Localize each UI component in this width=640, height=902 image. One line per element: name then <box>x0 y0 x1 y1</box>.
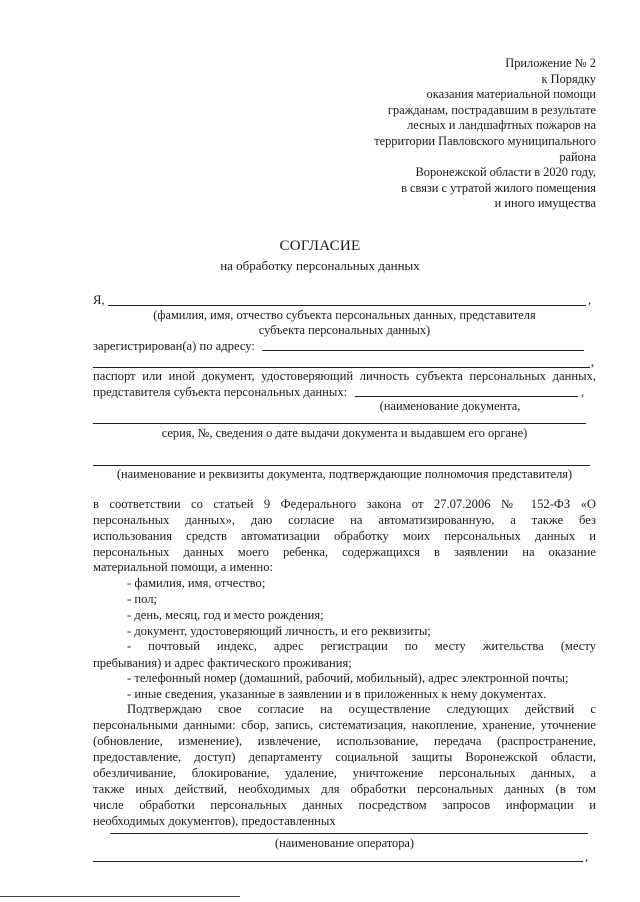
fio-caption: субъекта персональных данных) <box>258 323 431 337</box>
data-list-item: - почтовый индекс, адрес регистрации по месту жительства (месту <box>127 639 596 653</box>
consent-text-line: числе обработки персональных данных посредством запросов информации и <box>93 798 596 812</box>
address-label: зарегистрирован(а) по адресу: <box>93 339 255 353</box>
appendix-header <box>336 56 596 212</box>
consent-text-line: необходимых документов), предоставленных <box>93 814 336 828</box>
i-label: Я, <box>93 293 105 307</box>
consent-text-line: материальной помощи, а именно: <box>93 560 274 574</box>
data-list-item: - документ, удостоверяющий личность, и его реквизиты; <box>127 624 431 638</box>
header-line: Приложение № 2 <box>505 56 596 70</box>
consent-text-line: обезличивание, блокирование, удаление, уничтожение персональных данных, а <box>93 766 596 780</box>
document-caption: серия, №, сведения о дате выдачи документа и выдавшем его органе) <box>161 426 528 440</box>
operator-field-line-2[interactable] <box>93 861 583 862</box>
operator-field-line[interactable] <box>110 833 588 834</box>
operator-caption: (наименование оператора) <box>274 836 415 850</box>
data-list-item: пребывания) и адрес фактического проживания; <box>93 656 352 670</box>
consent-text-line: в соответствии со статьей 9 Федерального закона от 27.07.2006 № 152-ФЗ «О <box>93 497 596 511</box>
fio-field-line[interactable] <box>108 305 586 306</box>
consent-text-line: персональными данными: сбор, запись, систематизация, накопление, хранение, уточнение <box>93 718 596 732</box>
header-line: Воронежской области в 2020 году, <box>415 165 596 180</box>
fio-caption: (фамилия, имя, отчество субъекта персональных данных, представителя <box>153 308 536 322</box>
header-line: к Порядку <box>541 71 596 86</box>
address-field-line[interactable] <box>262 350 584 351</box>
consent-text-line: персональных данных моего ребенка, содержащихся в заявлении на оказание <box>93 545 596 559</box>
authority-caption: (наименование и реквизиты документа, подтверждающие полномочия представителя) <box>116 467 573 481</box>
comma: , <box>585 850 589 864</box>
passport-label: представителя субъекта персональных данных: <box>93 385 348 399</box>
consent-text-line: Подтверждаю свое согласие на осуществление следующих действий с <box>127 702 596 716</box>
data-list-item: - телефонный номер (домашний, рабочий, мобильный), адрес электронной почты; <box>127 671 569 685</box>
data-list-item: - фамилия, имя, отчество; <box>127 576 266 590</box>
consent-text-line: использования средств автоматизации обработку моих персональных данных и <box>93 529 596 543</box>
header-line: гражданам, пострадавшим в результате <box>387 102 596 117</box>
document-subtitle: на обработку персональных данных <box>220 258 420 273</box>
document-title: СОГЛАСИЕ <box>279 238 361 254</box>
consent-text-line: (обновление, изменение), извлечение, использование, передача (распространение, <box>93 734 596 748</box>
consent-text-line: также иных действий, необходимых для обработки персональных данных (в том <box>93 782 596 796</box>
header-line: в связи с утратой жилого помещения <box>401 180 596 195</box>
data-list-item: - пол; <box>127 592 157 606</box>
header-line: оказания материальной помощи <box>426 87 596 102</box>
comma: , <box>591 355 595 369</box>
consent-text-line: предоставление, доступ) департаменту социальной защиты Воронежской области, <box>93 750 596 764</box>
address-field-line-2[interactable] <box>93 367 590 368</box>
header-line: и иного имущества <box>494 196 596 211</box>
header-line: территории Павловского муниципального <box>374 133 596 148</box>
document-caption: (наименование документа, <box>379 399 521 413</box>
consent-text-line: персональных данных», даю согласие на автоматизированную, а также без <box>93 513 596 527</box>
data-list-item: - день, месяц, год и место рождения; <box>127 608 324 622</box>
page-bottom-rule <box>0 896 240 897</box>
document-details-line[interactable] <box>93 423 586 424</box>
comma: , <box>581 385 585 399</box>
authority-field-line[interactable] <box>93 465 590 466</box>
header-line: лесных и ландшафтных пожаров на <box>407 118 596 133</box>
comma: , <box>588 293 592 307</box>
header-line: района <box>559 149 596 164</box>
data-list-item: - иные сведения, указанные в заявлении и в приложенных к нему документах. <box>127 687 547 701</box>
document-field-line[interactable] <box>355 396 578 397</box>
passport-label: паспорт или иной документ, удостоверяющий личность субъекта персональных данных, <box>93 369 596 383</box>
